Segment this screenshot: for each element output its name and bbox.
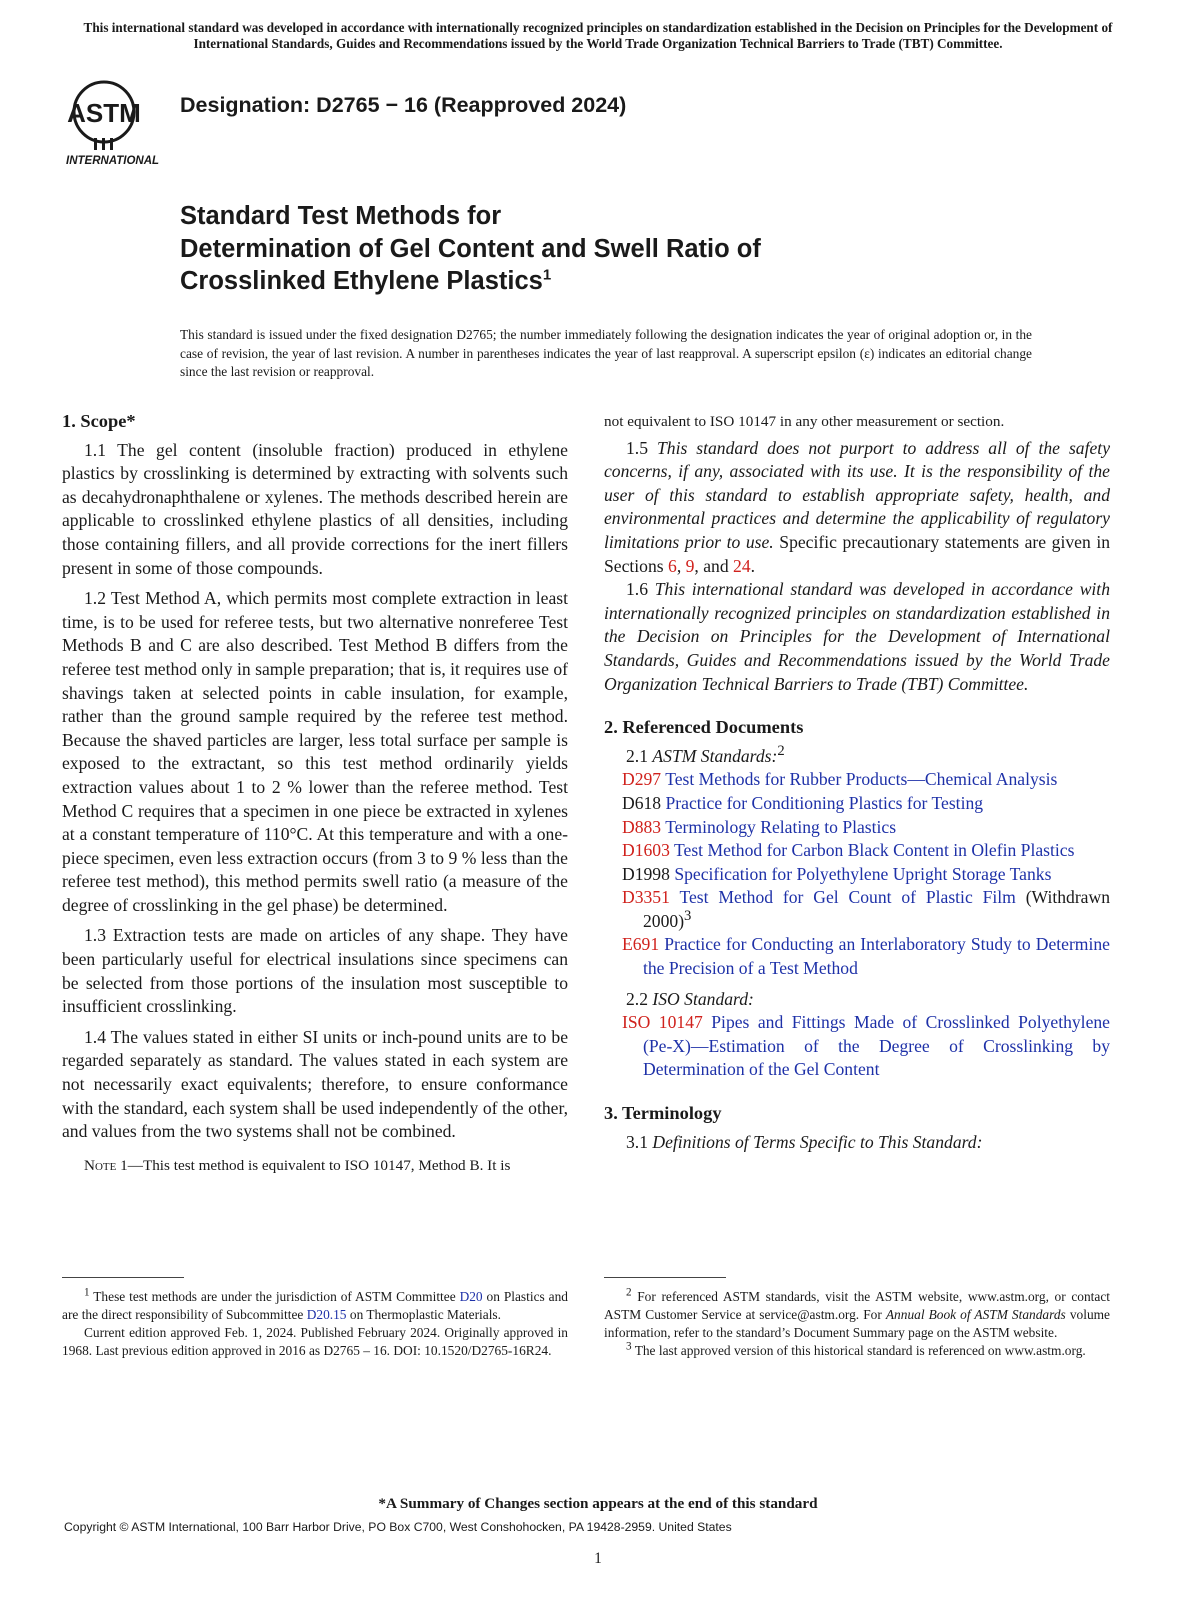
footnote-divider-left — [62, 1277, 184, 1278]
issued-note: This standard is issued under the fixed designation D2765; the number immediately following the designation indicates the year of original adoption or, in the case of revision, the year of last revision. A number in parentheses indicates the year of last reapproval. A superscript epsilon (ε) indicates an editorial change since the last revision or reapproval. — [180, 327, 1032, 379]
note-1-continued: not equivalent to ISO 10147 in any other measurement or section. — [604, 413, 1005, 430]
section-2-heading: 2. Referenced Documents — [604, 717, 804, 738]
title-line-1: Standard Test Methods for — [180, 202, 502, 230]
tbt-notice: This international standard was developed in accordance with internationally recognized principles on standardization established in the Decision on Principles for the Development of International Standards, Guides and Recommendations issued by the World Trade Organization Technical Barriers to Trade (TBT) Committee. — [83, 20, 1113, 51]
title-line-2: Determination of Gel Content and Swell Ratio of — [180, 234, 761, 263]
summary-of-changes-note: *A Summary of Changes section appears at the end of this standard — [378, 1495, 818, 1512]
footnote-2-ref[interactable]: 2 — [777, 742, 785, 759]
iso-standard-label: 2.2 ISO Standard: — [626, 988, 754, 1009]
para-3-1: 3.1 Definitions of Terms Specific to This Standard: — [626, 1131, 983, 1152]
footnotes-right — [604, 1288, 1110, 1360]
section-6-link[interactable]: 6 — [668, 555, 677, 576]
footnote-2: $^2$ For referenced ASTM standards, visit the ASTM website, www.astm.org, or contact ASTM Customer Service at service@astm.org. For Annual Book of ASTM Standards volume information, refer to the standard’s Document Summary page on the ASTM website. — [604, 1286, 1110, 1340]
ref-iso-10147[interactable]: ISO 10147 Pipes and Fittings Made of Crosslinked Polyethylene (Pe-X)—Estimation of the Degree of Crosslinking by Determination of the Gel Content — [622, 1012, 1110, 1080]
footnote-1-edition: Current edition approved Feb. 1, 2024. Published February 2024. Originally approved in 1968. Last previous edition approved in 2016 as D2765 – 16. DOI: 10.1520/D2765-16R24. — [62, 1325, 568, 1358]
para-1-2: 1.2 Test Method A, which permits most complete extraction in least time, is to be used for referee tests, but two alternative nonreferee Test Methods B and C are also described. Test Method B differs from the referee test method only in sample preparation; that is, it requires use of shavings taken at selected points in cable insulation, for example, rather than the ground sample required by the referee test method. Because the shaved particles are larger, less total surface per sample is exposed to the extractant, so this test method ordinarily yields extraction values about 1 to 2 % lower than the referee method. Test Method C requires that a specimen in one piece be extracted in xylenes at a constant temperature of 110°C. At this temperature and with a one-piece specimen, even less extraction occurs (from 3 to 9 % less than the referee test method), this method permits swell ratio (a measure of the degree of crosslinking in the gel phase) be determined. — [62, 588, 568, 915]
svg-text:ASTM: ASTM — [67, 98, 141, 128]
footnote-divider-right — [604, 1277, 726, 1278]
para-1-4: 1.4 The values stated in either SI units or inch-pound units are to be regarded separately as standard. The values stated in each system are not necessarily exact equivalents; therefore, to ensure conformance with the standard, each system shall be used independently of the other, and values from the two systems shall not be combined. — [62, 1026, 568, 1142]
iso-reference-list — [604, 1011, 1110, 1082]
para-1-3: 1.3 Extraction tests are made on articles of any shape. They have been particularly useful for electrical insulations since specimens can be selected from those portions of the insulation most susceptible to insufficient crosslinking. — [62, 925, 568, 1017]
d20-link[interactable]: D20 — [459, 1289, 483, 1304]
para-1-5: 1.5 This standard does not purport to address all of the safety concerns, if any, associated with its use. It is the responsibility of the user of this standard to establish appropriate safety, health, and environmental practices and determine the applicability of regulatory limitations prior to use. Specific precautionary statements are given in Sections 6, 9, and 24. — [604, 437, 1110, 576]
footnote-1: $^1$ These test methods are under the jurisdiction of ASTM Committee D20 on Plastics and are the direct responsibility of Subcommittee D20.15 on Thermoplastic Materials. — [62, 1286, 568, 1322]
section-1-heading: 1. Scope* — [62, 411, 136, 431]
ref-d3351[interactable]: D3351 Test Method for Gel Count of Plastic Film (Withdrawn 2000)$^3$ — [622, 887, 1110, 931]
d2015-link[interactable]: D20.15 — [306, 1307, 347, 1322]
footnotes-left — [62, 1288, 568, 1360]
title-line-3: Crosslinked Ethylene Plastics — [180, 267, 543, 295]
designation: Designation: D2765 − 16 (Reapproved 2024) — [180, 93, 627, 117]
astm-standards-label: 2.1 ASTM Standards:$^2$ — [626, 742, 785, 766]
note-1-text: —This test method is equivalent to ISO 10147, Method B. It is — [127, 1156, 511, 1174]
left-column — [62, 410, 568, 1177]
note-1-label: Note 1 — [84, 1156, 128, 1174]
ref-d883[interactable]: D883 Terminology Relating to Plastics — [622, 816, 897, 837]
right-column — [604, 410, 1110, 1154]
svg-text:INTERNATIONAL: INTERNATIONAL — [66, 155, 160, 167]
para-1-6: 1.6 This international standard was developed in accordance with internationally recognized principles on standardization established in the Decision on Principles for the Development of International Standards, Guides and Recommendations issued by the World Trade Organization Technical Barriers to Trade (TBT) Committee. — [604, 579, 1110, 694]
section-24-link[interactable]: 24 — [733, 555, 751, 576]
footnote-3: $^3$ The last approved version of this historical standard is referenced on www.astm.org. — [626, 1340, 1086, 1358]
copyright-line: Copyright © ASTM International, 100 Barr Harbor Drive, PO Box C700, West Conshohocken, PA 19428-2959. United States — [64, 1520, 732, 1534]
reference-list — [604, 768, 1110, 980]
footnote-3-ref[interactable]: 3 — [684, 908, 692, 925]
astm-logo — [64, 80, 170, 168]
para-1-1: 1.1 The gel content (insoluble fraction) produced in ethylene plastics by crosslinking is determined by extracting with solvents such as decahydronaphthalene or xylenes. The methods described herein are applicable to crosslinked ethylene plastics of all densities, including those containing fillers, and all provide corrections for the inert fillers present in some of those compounds. — [62, 439, 568, 578]
section-3-heading: 3. Terminology — [604, 1103, 722, 1124]
page-number: 1 — [594, 1550, 602, 1567]
ref-e691[interactable]: E691 Practice for Conducting an Interlaboratory Study to Determine the Precision of a Test Method — [622, 934, 1110, 979]
ref-d297[interactable]: D297 Test Methods for Rubber Products—Chemical Analysis — [622, 769, 1058, 790]
title-footnote-ref[interactable]: 1 — [542, 266, 552, 284]
section-9-link[interactable]: 9 — [685, 555, 695, 576]
document-title — [180, 200, 761, 298]
note-1 — [62, 1154, 568, 1178]
ref-d1603[interactable]: D1603 Test Method for Carbon Black Content in Olefin Plastics — [622, 840, 1075, 861]
ref-d618[interactable]: D618 Practice for Conditioning Plastics for Testing — [622, 792, 984, 813]
ref-d1998[interactable]: D1998 Specification for Polyethylene Upright Storage Tanks — [622, 863, 1052, 884]
